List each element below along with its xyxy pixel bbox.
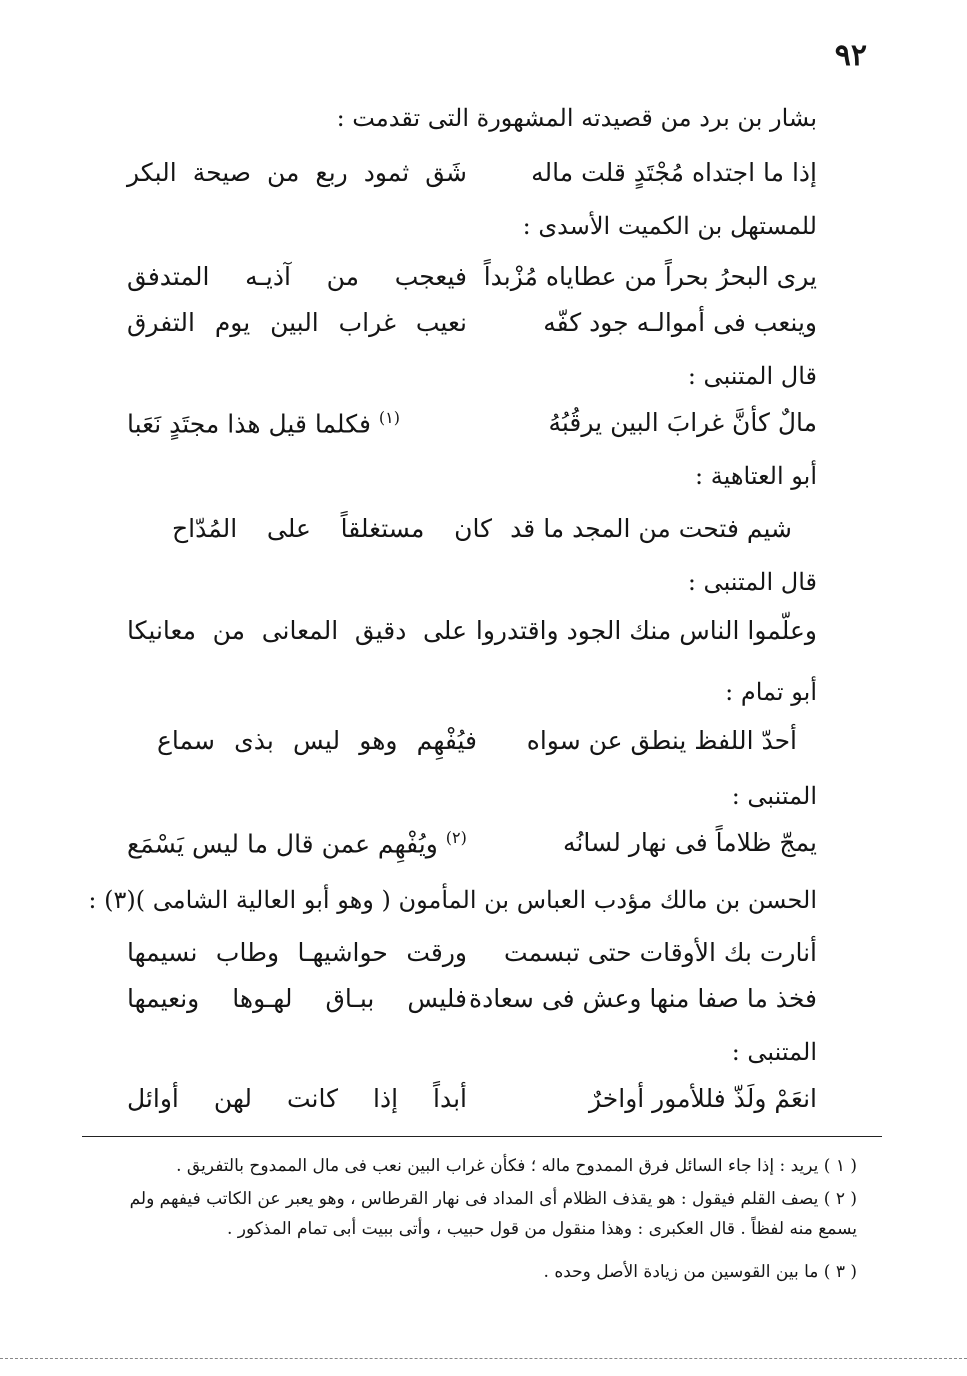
verse-first-hemistich: انعَمْ ولَذّ فللأمور أواخرٌ <box>589 1084 817 1113</box>
verse-second-hemistich: فيُفْهِم وهو ليس بذى سماع <box>157 726 477 755</box>
verse-line <box>127 1084 817 1128</box>
verse-second-hemistich: فيعجب من آذيـه المتدفق <box>127 262 467 291</box>
attribution-mutanabbi: قال المتنبى : <box>687 362 817 390</box>
footnote-ref: (٢) <box>445 828 467 847</box>
verse-second-hemistich: على دقيق المعانى من معانيكا <box>127 616 467 645</box>
attribution-hasan-ibn-malik: الحسن بن مالك مؤدب العباس بن المأمون ( وهو أبو العالية الشامى )(٣) : <box>88 886 817 914</box>
attribution-bashar: بشار بن برد من قصيدته المشهورة التى تقدمت : <box>336 104 817 132</box>
verse-line <box>127 828 817 872</box>
footnote-ref: (١) <box>378 408 400 427</box>
footnote-1: ( ١ ) يريد : إذا جاء السائل فرق الممدوح ماله ؛ فكأن غراب البين نعب فى مال الممدوح بالتفريق . <box>176 1156 857 1176</box>
second-hemistich-text: فكلما قيل هذا مجتَدٍ نَعَبا <box>127 409 371 439</box>
footnote-separator <box>82 1136 882 1137</box>
verse-first-hemistich: شيم فتحت من المجد ما قد <box>510 514 792 543</box>
verse-line <box>127 984 817 1028</box>
verse-second-hemistich: فليس ببـاق لهـوها ونعيمها <box>127 984 467 1013</box>
footnote-2: ( ٢ ) يصف القلم فيقول : هو يقذف الظلام أى المداد فى نهار القرطاس ، وهو يعبر عن الكاتب فيفهم ولم يسمع منه لفظاً . قال العكبرى : وهذا منقول من قول حبيب ، وأتى ببيت أبى تمام المذكور . <box>129 1189 857 1239</box>
verse-line <box>127 938 817 982</box>
attribution-abu-tammam: أبو تمام : <box>725 678 817 706</box>
verse-second-hemistich: أبداً إذا كانت لهن أوائل <box>127 1084 467 1113</box>
verse-line <box>127 262 817 306</box>
verse-line <box>127 158 817 202</box>
attribution-mustahill: للمستهل بن الكميت الأسدى : <box>522 212 817 240</box>
verse-first-hemistich: أنارت بك الأوقات حتى تبسمت <box>504 938 817 967</box>
verse-first-hemistich: إذا ما اجتداه مُجْتَدٍ قلت ماله <box>531 158 817 187</box>
verse-first-hemistich: مالٌ كأنَّ غرابَ البين يرقُبُهُ <box>548 408 817 437</box>
verse-second-hemistich: شَق ثمود ربع من صيحة البكر <box>127 158 467 187</box>
verse-second-hemistich <box>127 828 517 858</box>
verse-second-hemistich: كان مستغلقاً على المُدّاح <box>172 514 492 543</box>
verse-second-hemistich <box>127 408 517 438</box>
verse-first-hemistich: وعلّموا الناس منك الجود واقتدروا <box>475 616 817 645</box>
verse-second-hemistich: نعيب غراب البين يوم التفرق <box>127 308 467 337</box>
verse-line <box>157 726 797 770</box>
footnote-3: ( ٣ ) ما بين القوسين من زيادة الأصل وحده . <box>543 1262 857 1282</box>
verse-line <box>127 408 817 452</box>
verse-first-hemistich: فخذ ما صفا منها وعش فى سعادة <box>469 984 817 1013</box>
verse-line <box>127 308 817 352</box>
verse-line <box>172 514 792 558</box>
verse-first-hemistich: أحدّ اللفظ ينطق عن سواه <box>526 726 797 755</box>
verse-first-hemistich: يمجّ ظلاماً فى نهار لسانُه <box>562 828 817 857</box>
attribution-mutanabbi: المتنبى : <box>731 1038 817 1066</box>
page-bottom-edge <box>0 1358 967 1359</box>
attribution-abu-al-atahiya: أبو العتاهية : <box>695 462 817 490</box>
page-number: ٩٢ <box>834 38 867 73</box>
attribution-mutanabbi: قال المتنبى : <box>687 568 817 596</box>
verse-line <box>127 616 817 660</box>
attribution-mutanabbi: المتنبى : <box>731 782 817 810</box>
second-hemistich-text: ويُفْهِم عمن قال ما ليس يَسْمَع <box>127 829 438 859</box>
verse-second-hemistich: ورقت حواشيهـا وطاب نسيمها <box>127 938 467 967</box>
verse-first-hemistich: يرى البحرُ بحراً من عطاياه مُزْبداً <box>483 262 817 291</box>
verse-first-hemistich: وينعب فى أموالـه جود كفّه <box>543 308 817 337</box>
